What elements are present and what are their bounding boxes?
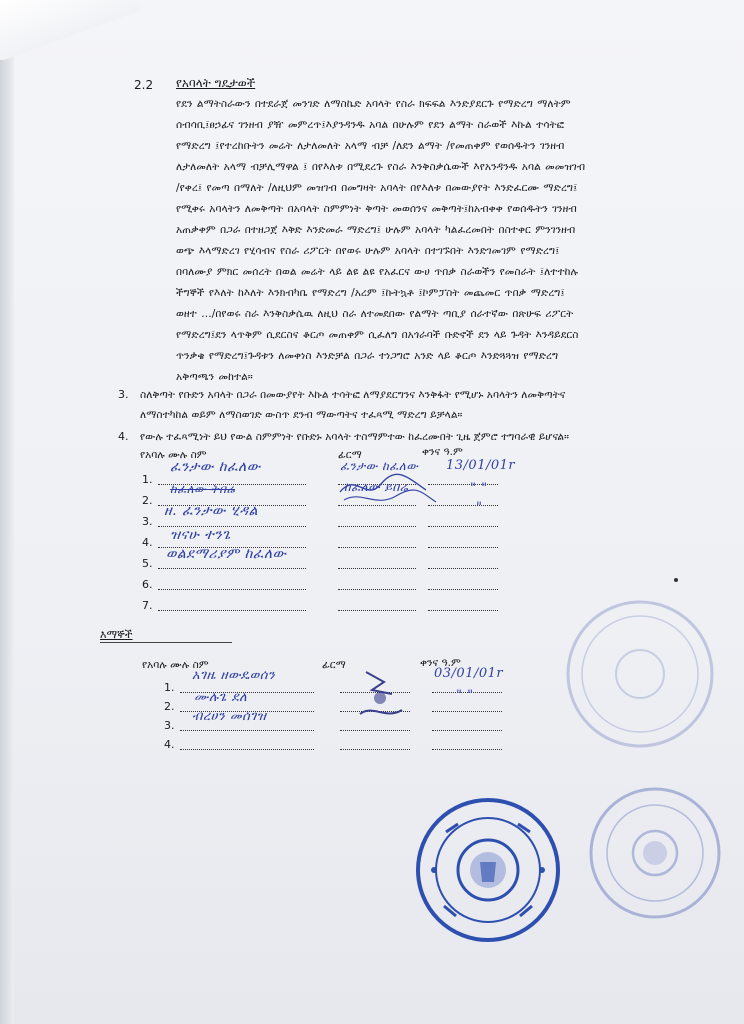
faded-stamp-bottom: [586, 784, 724, 922]
signature-line: [338, 610, 416, 611]
witness-date-handwritten: 03/01/01r: [434, 666, 504, 681]
item-3-line: ለማስተካከል ወይም ለማስወገድ ውስጥ ደንብ ማውጣትና ተፈጻሚ ማድረግ ይቻላል።: [140, 409, 463, 421]
date-line: [428, 526, 498, 527]
page-corner-fold: [0, 0, 140, 60]
witness-row-number: 2.: [164, 700, 175, 713]
paragraph-line: የማድረግ፤ደን ላጥቅም ሲደርስና ቆርጦ መጠቀም ሲፈለግ በአጎራባች ቡድኖች ደን ላይ ጉዳት እንዳይደርስ: [176, 329, 579, 341]
members-row-number: 2.: [142, 494, 153, 507]
signature-line: [340, 730, 410, 731]
signature-line: [340, 749, 410, 750]
date-line: [428, 568, 498, 569]
page-edge-shadow: [0, 0, 14, 1024]
official-stamp: [414, 796, 562, 944]
witness-row-number: 4.: [164, 738, 175, 751]
witness-row-number: 1.: [164, 681, 175, 694]
faded-stamp-top: [562, 596, 718, 752]
name-line: [180, 730, 314, 731]
paragraph-line: ወዘተ …/በየወሩ ስራ እንቅስቃሴዉ ለዚህ ስራ ለተመደበው የልማት ጣቢያ ሰራተኛው በጽሁፍ ሪፖርት: [176, 308, 574, 320]
witnesses-name-header: የአባሉ ሙሉ ስም: [142, 659, 209, 671]
paragraph-line: አቅጣጫን መከተል።: [176, 371, 253, 383]
paragraph-line: በባለሙያ ምክር መሰረት በወል መሬት ላይ ልዩ ልዩ የአፈርና ውሀ ጥበቃ ስራወችን የመስራት ፤ለተተከሉ: [176, 266, 579, 278]
paragraph-line: ችግኞች የእለት ከእለት እንክብካቤ የማድረግ /አረም ፤ኩትኳቶ ፤ኮምፓስት መጨመር ጥበቃ ማድረግ፤: [176, 287, 565, 299]
member-name-handwritten: ዘ. ፈንታው ሂዳል: [164, 503, 259, 519]
member-signature-handwritten: ከፈለው ይበሬ: [344, 480, 409, 494]
witnesses-heading: እማኞች: [100, 628, 133, 641]
paragraph-line: ሰብሳቢ፤ፀኃፊና ገንዘብ ያዥ መምረጥ፤እያንዳንዱ አባል በሁሉም የደን ልማት ስራወች እኩል ተሳትፎ: [176, 119, 565, 131]
members-name-header: የአባሉ ሙሉ ስም: [140, 449, 207, 461]
member-name-handwritten: ወልደማሪያም ከፈለው: [166, 546, 287, 562]
section-number: 2.2: [134, 78, 154, 92]
item-3-text: [140, 385, 710, 425]
signature-line: [338, 568, 416, 569]
members-signature-header: ፊርማ: [338, 449, 362, 461]
member-signature-scribbles: [336, 462, 446, 522]
witness-row-number: 3.: [164, 719, 175, 732]
ink-dot: [674, 578, 678, 582]
date-line: [428, 610, 498, 611]
date-line: [432, 749, 502, 750]
name-line: [158, 568, 306, 569]
paragraph-line: የሚቀሩ አባላትን ለመቅጣት በአባላት ስምምነት ቅጣት መወሰንና መቅጣት፤ከአብቀቀ የወሰዱትን ገንዘብ: [176, 203, 577, 215]
name-line: [180, 749, 314, 750]
member-name-handwritten: ዝናሁ ተንጌ: [170, 527, 231, 543]
paragraph-line: ጥንቃቄ የማድረግ፤ጉዳቱን ለመቀነስ እንድቻል በጋራ ተነጋግሮ አንድ ላይ ቆርጦ እንድጓጓዝ የማድረግ: [176, 350, 559, 362]
witness-date-handwritten: " ": [456, 688, 474, 703]
member-name-handwritten: ፈንታው ከፈለው: [170, 459, 261, 475]
signature-line: [338, 589, 416, 590]
section-title: የአባላት ግዴታወች: [176, 76, 256, 90]
date-line: [428, 589, 498, 590]
member-date-handwritten: 13/01/01r: [446, 458, 516, 473]
members-date-header: ቀንና ዓ.ም: [422, 446, 463, 458]
members-row-number: 1.: [142, 473, 153, 486]
members-row-number: 6.: [142, 578, 153, 591]
member-date-handwritten: " ": [470, 481, 488, 496]
member-signature-handwritten: ፈንታው ከፈለው: [340, 459, 419, 473]
date-line: [428, 547, 498, 548]
item-4-number: 4.: [118, 430, 129, 443]
member-name-handwritten: ከፈለው ትበሬ: [170, 482, 236, 496]
witnesses-date-header: ቀንና ዓ.ም: [420, 657, 461, 669]
witness-signature-scribbles: [352, 664, 422, 724]
paragraph-line: የደን ልማትስራውን በተደራጀ መንገድ ለማስኬድ አባላት የስራ ክፍፍል እንድያደርጉ የማድረግ ማለትም: [176, 98, 571, 110]
members-row-number: 7.: [142, 599, 153, 612]
witnesses-heading-rule: [100, 642, 232, 643]
members-row-number: 5.: [142, 557, 153, 570]
section-paragraph: [176, 94, 716, 388]
item-3-number: 3.: [118, 388, 129, 401]
witness-name-handwritten: ሙሉጌ ደለ: [194, 690, 248, 705]
name-line: [158, 610, 306, 611]
date-line: [432, 711, 502, 712]
witnesses-signature-header: ፊርማ: [322, 659, 346, 671]
paragraph-line: የማድረግ ፤የተረከቡትን መሬት ለታለመለት አላማ ብቻ /ለደን ልማት /የመጠቀም የወሰዱትን ገንዘብ: [176, 140, 565, 152]
paragraph-line: አጠቃቀም በጋራ በተዘጋጀ እቅድ እንድመራ ማድረግ፤ ሁሉም አባላት ካልፈረመበት በስተቀር ምንገንዘብ: [176, 224, 576, 236]
item-4-line: የውሉ ተፈጻሚነት ይህ የውል ስምምነት የቡድኑ አባላት ተስማምተው ከፈረሙበት ጊዜ ጀምሮ ተግባራዊ ይሆናል።: [140, 431, 570, 443]
date-line: [432, 730, 502, 731]
signature-line: [338, 547, 416, 548]
members-row-number: 3.: [142, 515, 153, 528]
paragraph-line: ወጭ እላማድረገ የሂሳብና የስራ ሪፖርት በየወሩ ሁሉም አባላት በተገኙበት እንድገመገም የማድረግ፤: [176, 245, 560, 257]
witness-name-handwritten: ብረሀን መሰገዝ: [192, 709, 267, 724]
members-row-number: 4.: [142, 536, 153, 549]
member-date-handwritten: ": [476, 500, 483, 515]
paragraph-line: ለታለመለት አላማ ብቻሊማዋል ፤ በየእለቱ በሚደረጉ የስራ እንቅስቃሴውች እየአንዳንዱ አባል መመዝገብ: [176, 161, 586, 173]
paragraph-line: /የቀረ፤ የመጣ በማለት /ለዚህም መዝገብ በመግዛት አባላት በየእለቱ በመውያየት እንድፈርሙ ማድረግ፤: [176, 182, 578, 194]
item-3-line: ስለቅጣት የቡድን አባላት በጋራ በመውያየት እኩል ተሳትፎ ለማያደርግንና እንቅፋት የሚሆኑ አባላትን ለመቅጣትና: [140, 389, 566, 401]
witness-name-handwritten: አገዜ ዘውዴወሰን: [192, 668, 276, 683]
name-line: [158, 589, 306, 590]
item-4-text: [140, 427, 710, 447]
signature-line: [338, 526, 416, 527]
